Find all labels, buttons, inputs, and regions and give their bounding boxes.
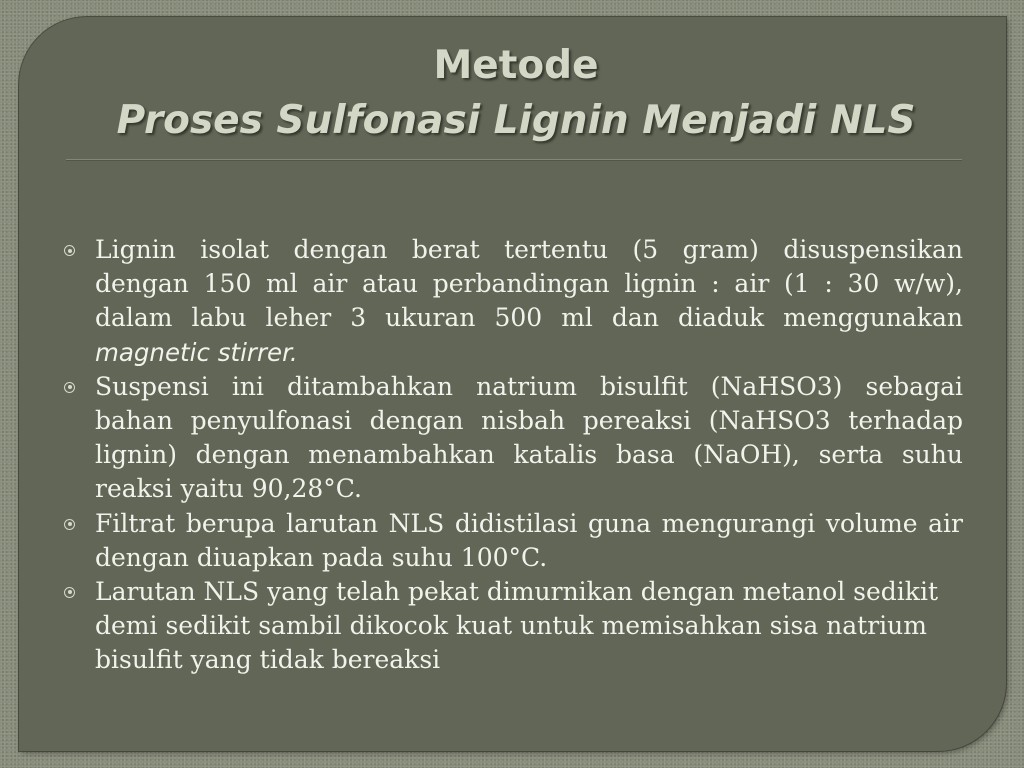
bullet-item (64, 233, 964, 370)
bullet-text-line: reaksi yaitu 90,28°C. (95, 474, 362, 504)
bullet-text-line: Suspensi ini ditambahkan natrium bisulfit (NaHSO3) sebagai (95, 371, 963, 401)
bullet-text-line: bahan penyulfonasi dengan nisbah pereaksi (NaHSO3 terhadap (95, 405, 963, 435)
bullet-list (64, 233, 964, 677)
bullet-item (64, 370, 964, 507)
bullet-text-line: dalam labu leher 3 ukuran 500 ml dan diaduk menggunakan (95, 303, 963, 333)
bullet-item (64, 507, 964, 575)
bullet-text-line: dengan 150 ml air atau perbandingan lignin : air (1 : 30 w/w), (95, 269, 963, 299)
bullet-text-line: Lignin isolat dengan berat tertentu (5 gram) disuspensikan (95, 235, 963, 264)
bullet-text-line: dengan diuapkan pada suhu 100°C. (95, 542, 548, 572)
slide-title-line-2: Proses Sulfonasi Lignin Menjadi NLS (116, 98, 916, 143)
bullet-text-line: bisulfit yang tidak bereaksi (95, 645, 441, 675)
bullet-text-line: Filtrat berupa larutan NLS didistilasi guna mengurangi volume air (95, 508, 963, 538)
bullet-text-line: demi sedikit sambil dikocok kuat untuk memisahkan sisa natrium (95, 611, 927, 641)
title-divider (66, 159, 962, 160)
bullet-item (64, 575, 964, 678)
slide-title-line-1: Metode (433, 43, 599, 88)
circled-dot-icon (64, 245, 75, 256)
bullet-text-line: lignin) dengan menambahkan katalis basa (NaOH), serta suhu (95, 440, 963, 470)
bullet-text-line: magnetic stirrer. (95, 337, 298, 367)
circled-dot-icon (64, 382, 75, 393)
circled-dot-icon (64, 519, 75, 530)
bullet-text-line: Larutan NLS yang telah pekat dimurnikan dengan metanol sedikit (95, 576, 938, 606)
circled-dot-icon (64, 587, 75, 598)
